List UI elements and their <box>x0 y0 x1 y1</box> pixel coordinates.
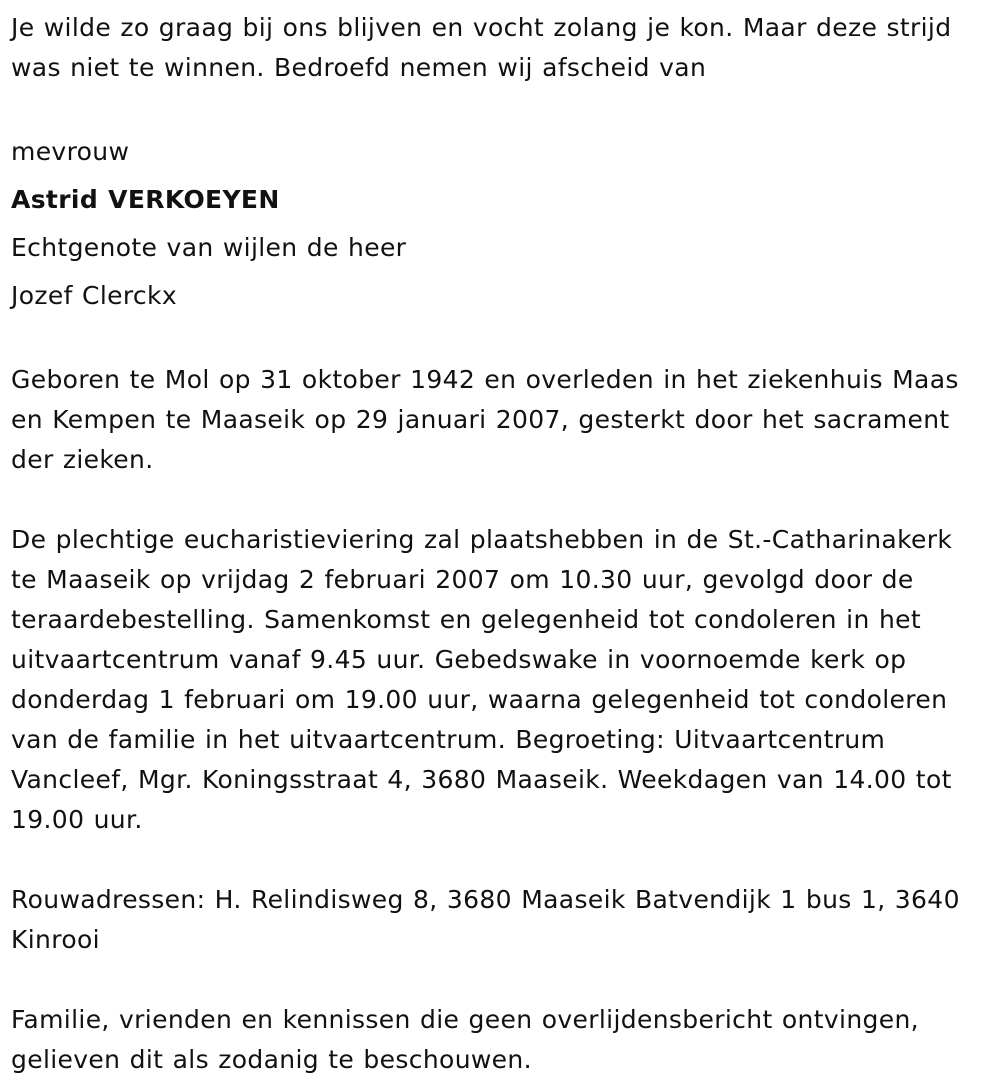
title-prefix: mevrouw <box>11 137 130 166</box>
deceased-name: Astrid VERKOEYEN <box>11 185 280 214</box>
spouse-line: Echtgenote van wijlen de heer <box>11 233 407 262</box>
spouse-name: Jozef Clerckx <box>11 281 177 310</box>
ceremony-paragraph: De plechtige eucharistieviering zal plaatshebben in de St.-Catharinakerk te Maaseik op vrijdag 2 februari 2007 om 10.30 uur, gevolgd door de teraardebestelling. Samenkomst en gelegenheid tot condoleren in het uitvaartcentrum vanaf 9.45 uur. Gebedswake in voornoemde kerk op donderdag 1 februari om 19.00 uur, waarna gelegenheid tot condoleren van de familie in het uitvaartcentrum. Begroeting: Uitvaartcentrum Vancleef, Mgr. Koningsstraat 4, 3680 Maaseik. Weekdagen van 14.00 tot 19.00 uur. <box>11 525 953 834</box>
addresses-paragraph: Rouwadressen: H. Relindisweg 8, 3680 Maaseik Batvendijk 1 bus 1, 3640 Kinrooi <box>11 885 960 954</box>
intro-paragraph: Je wilde zo graag bij ons blijven en vocht zolang je kon. Maar deze strijd was niet te winnen. Bedroefd nemen wij afscheid van <box>11 13 952 82</box>
birth-death-paragraph: Geboren te Mol op 31 oktober 1942 en overleden in het ziekenhuis Maas en Kempen te Maaseik op 29 januari 2007, gesterkt door het sacrament der zieken. <box>11 365 959 474</box>
closing-paragraph: Familie, vrienden en kennissen die geen overlijdensbericht ontvingen, gelieven dit als zodanig te beschouwen. <box>11 1005 919 1074</box>
